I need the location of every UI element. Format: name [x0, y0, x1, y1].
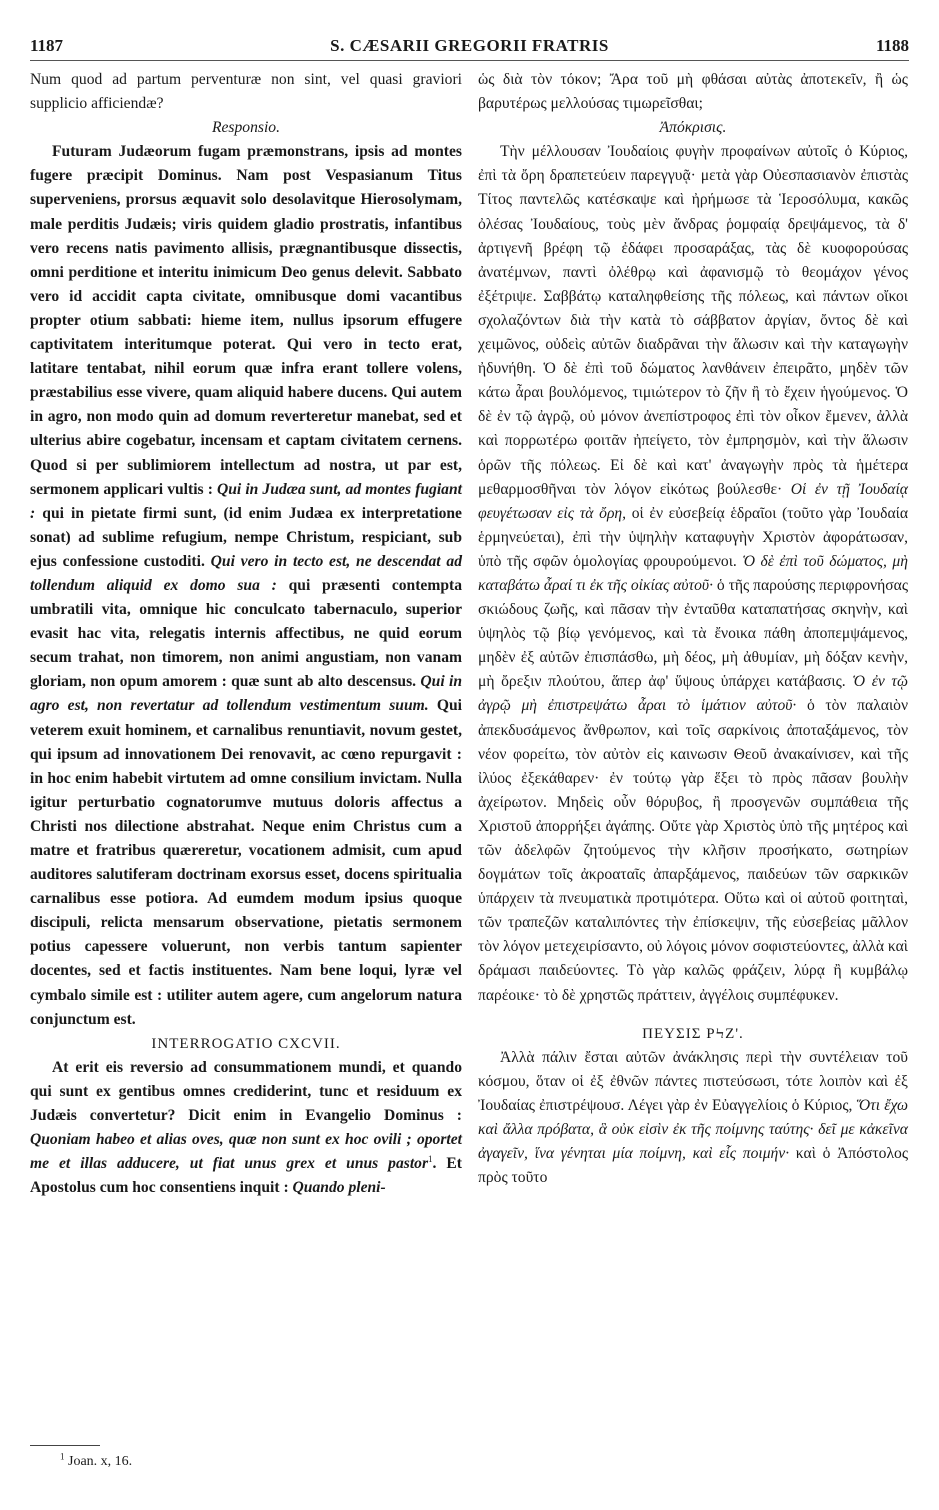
- footnote-text: Joan. x, 16.: [68, 1454, 133, 1469]
- scripture-quote: Quoniam habeo et alias oves, quæ non sunt ex hoc ovili ; oportet me et illas adducere, ut fiat unus grex et unus pastor: [30, 1131, 462, 1173]
- scripture-quote: Ὁ ἐν τῷ ἀγρῷ μὴ ἐπιστρεψάτω ἆραι τὸ ἱμάτιον αὐτοῦ·: [478, 673, 908, 715]
- section-heading: ΠΕΥΣΙΣ ΡϞΖ'.: [642, 1025, 744, 1042]
- footnote-marker: 1: [428, 1154, 433, 1165]
- latin-column: [30, 68, 462, 1200]
- running-title: S. CÆSARII GREGORII FRATRIS: [330, 36, 609, 55]
- scripture-quote: Qui in Judæa sunt, ad montes fugiant :: [30, 480, 462, 522]
- answer-paragraph: [30, 140, 462, 1031]
- footnote-mark: 1: [60, 1451, 65, 1462]
- answer-text: Τὴν μέλλουσαν Ἰουδαίοις φυγὴν προφαίνων αὐτοῖς ὁ Κύριος, ἐπὶ τὰ ὄρη δραπετεύειν παρεγγυᾷ· μετὰ γὰρ Οὐεσπασιανὸν ἐπιστὰς Τίτος παντελῶς κατέσκαψε καὶ ἠρήμωσε τὰ Ἱεροσόλυμα, κακῶς ὀλέσας Ἰουδαίους, τοὺς μὲν ἄνδρας ῥομφαίᾳ δρεψάμενος, τὰ δ' ἀρτιγενῆ βρέφη τῷ ἐδάφει προσαράξας, τὰς δὲ κυοφορούσας ἀνατέμνων, παντὶ ὀλέθρῳ καὶ ἀφανισμῷ τὸ θεομάχον γένος ἐξέτριψε. Σαββάτῳ καταληφθείσης τῆς πόλεως, καὶ πάντων οἴκοι σχολαζόντων διὰ τὴν κατὰ τὸ σάββατον ἀργίαν, ὄντος δὲ καὶ χειμῶνος, οὐδεὶς αὐτῶν διαδρᾶναι τὴν ἅλωσιν καὶ τὴν καταγωγὴν ἠδυνήθη. Ὁ δὲ ἐπὶ τοῦ δώματος λανθάνειν ἐπειρᾶτο, μηδὲν τῶν κάτω ἆραι βουλόμενος, τιμιώτερον τὸ ζῆν ἢ τὸ ἔχειν ἡγούμενος. Ὁ δὲ ἐν τῷ ἀγρῷ, οὐ μόνον ἀνεπίστροφος ἐπὶ τὸν οἶκον ἔμενεν, ἀλλὰ καὶ πορρωτέρω φοιτᾶν ἠπείγετο, τὸν ἐμπρησμὸν, καὶ τὴν ἅλωσιν ὁρῶν τῆς πόλεως. Εἰ δὲ καὶ κατ' ἀναγωγὴν πρὸς τὰ ἡμέτερα μεθαρμοσθῆναι τὸν λόγον εἰκότως βούλεσθε·: [478, 143, 908, 498]
- answer-text: οἱ ἐν εὐσεβείᾳ ἑδραῖοι (τοῦτο γὰρ Ἰουδαία ἑρμηνεύεται), ἐπὶ τὴν ὑψηλὴν καταφυγὴν Χριστὸν ἀφοράτωσαν, ὑπὸ τῆς σφῶν ὁμολογίας φρουρούμενοι.: [478, 504, 909, 570]
- page-number-left: 1187: [30, 36, 64, 55]
- answer-text: Futuram Judæorum fugam præmonstrans, ipsis ad montes fugere præcipit Dominus. Nam post Vespasianum Titus superveniens, prorsus æquavit solo desolavitque Hierosolymam, male perditis Judæis; viris quidem gladio prostratis, infantibus vero recens natis pavimento allisis, prægnantibusque dissectis, omni perditione et interitu inimicum Deo genus delevit. Sabbato vero id accidit capta civitate, omnibusque domi vacantibus propter otium sabbati: hieme item, nullus ipsorum effugere captivitatem interitumque poterat. Qui vero in tecto erat, latitare tentabat, nihil eorum quæ infra erant tollere volens, præstabilius esse vivere, quam aliquid habere ducens. Qui autem in agro, non modo quin ad domum reverteretur manebat, sed et ulterius abire cogebatur, incensam et captam civitatem cernens. Quod si per sublimiorem intellectum ad nostra, ut par est, sermonem applicari vultis :: [30, 143, 462, 498]
- page-header: [30, 36, 909, 61]
- greek-column: [478, 68, 908, 1190]
- responsio-heading: Responsio.: [211, 119, 280, 137]
- answer-paragraph: [478, 140, 908, 1007]
- scripture-quote: Ὅτι ἔχω καὶ ἄλλα πρόβατα, ἃ οὐκ εἰσὶν ἐκ τῆς ποίμνης ταύτης· δεῖ με κἀκεῖνα ἀγαγεῖν, ἵνα γένηται μία ποίμνη, καὶ εἷς ποιμήν·: [478, 1096, 908, 1163]
- answer-text: ὁ τὸν παλαιὸν ἀπεκδυσάμενος ἄνθρωπον, καὶ τοῖς σαρκίνοις ἀποταξάμενος, τὸν νέον φορείτω, τὸν αὐτὸν εἰς καινωσιν Θεοῦ ἀνακαίνισεν, καὶ τῆς ἰλύος ἐξεκάθαρεν· ἐν τούτῳ γὰρ ἕξει τὸ πρὸς πᾶσαν βουλὴν ἀχείρωτον. Μηδεὶς οὖν θόρυβος, ἢ προσγενῶν συμπάθεια τῆς Χριστοῦ ἀπορρήξει ἀγάπης. Οὔτε γὰρ Χριστὸς ὑπὸ τῆς μητέρος καὶ τῶν ἀδελφῶν ζητούμενος τὴν κλῆσιν προσήκατο, σωτηρίων δογμάτων τοῖς ἀκροαταῖς ἀπαρξάμενος, παιδεύων τῶν σαρκικῶν ὑπάρχειν τὰ πνευματικὰ προτιμότερα. Οὕτω καὶ οἱ αὐτοῦ φοιτηταὶ, τῶν τραπεζῶν καταλιπόντες τὴν ἐπίσκεψιν, τῆς εὐσεβείας μᾶλλον τὸν λόγον μετεχειρίσαντο, οὐ λόγοις μόνον σοφιστεύοντες, ἀλλὰ καὶ δράμασι παιδεύοντες. Τὸ γὰρ καλῶς φράζειν, λύρᾳ ἢ κυμβάλῳ παρέοικε· τὸ δὲ χρηστῶς πράττειν, ἀγγέλοις συμπέφυκεν.: [478, 697, 908, 1004]
- footnote-rule: [30, 1445, 100, 1446]
- scripture-quote: Qui vero in tecto est, ne descendat ad tollendum aliquid ex domo sua :: [30, 552, 462, 594]
- answer-text: ὁ τῆς παρούσης περιφρονήσας σκιώδους ζωῆς, καὶ πᾶσαν τὴν ἐνταῦθα καταπατήσας σκηνὴν, καὶ ὑψηλὸς τῷ βίῳ γενόμενος, καὶ τὰ ἔνοικα πάθη ἀποπεμψάμενος, μηδὲν ἐξ αὐτῶν ἐπισπάσθω, μὴ δέος, μὴ ἀθυμίαν, μὴ δόξαν κενὴν, μὴ ὄρεξιν πλούτου, ἅπερ ἀφ' ὕψους ὑπάρχει κατάβασις.: [478, 576, 908, 691]
- page-number-right: 1188: [875, 36, 909, 55]
- question-paragraph: [478, 1046, 908, 1191]
- question-text: καὶ ὁ Ἀπόστολος πρὸς τοῦτο: [478, 1145, 908, 1187]
- question-text: At erit eis reversio ad consummationem mundi, et quando qui sunt ex gentibus omnes crediderint, tunc et residuum ex Judæis convertetur? Dicit enim in Evangelio Dominus :: [30, 1058, 462, 1125]
- apokrisis-heading: Ἀπόκρισις.: [659, 119, 727, 137]
- footnote: [60, 1451, 133, 1470]
- scripture-quote: Ὁ δὲ ἐπὶ τοῦ δώματος, μὴ καταβάτω ἆραί τι ἐκ τῆς οἰκίας αὐτοῦ·: [478, 552, 908, 594]
- scripture-quote: Quando pleni-: [292, 1179, 386, 1197]
- scripture-quote: Qui in agro est, non revertatur ad tollendum vestimentum suum.: [30, 673, 462, 715]
- scripture-quote: Οἱ ἐν τῇ Ἰουδαίᾳ φευγέτωσαν εἰς τὰ ὄρη,: [478, 480, 908, 522]
- question-paragraph: [30, 1056, 462, 1201]
- question-text: Num quod ad partum perventuræ non sint, vel quasi graviori supplicio afficiendæ?: [30, 71, 462, 113]
- answer-text: qui præsenti contempta umbratili vita, omnique hic conculcato tabernaculo, superior evasit hac vita, relegatis internis affectibus, ne quid eorum secum trahat, non timorem, non animi angustiam, non vanam gloriam, non opum amorem : quæ sunt ab alto descensus.: [30, 576, 462, 691]
- question-text: ὡς διὰ τὸν τόκον; Ἄρα τοῦ μὴ φθάσαι αὐτὰς ἀποτεκεῖν, ἢ ὡς βαρυτέρως μελλούσας τιμωρεῖσθαι;: [478, 71, 908, 113]
- section-heading: INTERROGATIO CXCVII.: [151, 1035, 341, 1052]
- answer-text: qui in pietate firmi sunt, (id enim Judæa ex interpretatione sonat) ad sublime refugium, nempe Christum, respiciant, sub ejus confessione custoditi.: [30, 504, 462, 570]
- answer-text: Qui veterem exuit hominem, et carnalibus renuntiavit, novum gestet, qui ipsum ad innovationem Dei renovavit, ac cœno repurgavit : in hoc enim habebit virtutem ad omne consilium invictam. Nulla igitur perturbatio cognatorumve mutuus doloris affectus a Christi nos dilectione abstrahat. Neque enim Christus cum a matre et fratribus quæreretur, vocationem admisit, cum apud auditores salutiferam doctrinam exorsus esset, docens spiritualia carnalibus esse potiora. Ad eumdem modum ipsius quoque discipuli, relicta mensarum observatione, pietatis sermonem potius capessere voluerunt, non verbis tantum sapienter docentes, sed et factis instituentes. Nam bene loqui, lyræ vel cymbalo simile est : utiliter autem agere, cum angelorum natura conjunctum est.: [30, 697, 462, 1028]
- question-text: Ἀλλὰ πάλιν ἔσται αὐτῶν ἀνάκλησις περὶ τὴν συντέλειαν τοῦ κόσμου, ὅταν οἱ ἐξ ἐθνῶν πάντες πιστεύσωσι, τότε λοιπὸν καὶ ἐξ Ἰουδαίας ἐπιστρέψουσ. Λέγει γὰρ ἐν Εὐαγγελίοις ὁ Κύριος,: [478, 1048, 908, 1114]
- question-text: . Et Apostolus cum hoc consentiens inquit :: [30, 1155, 462, 1197]
